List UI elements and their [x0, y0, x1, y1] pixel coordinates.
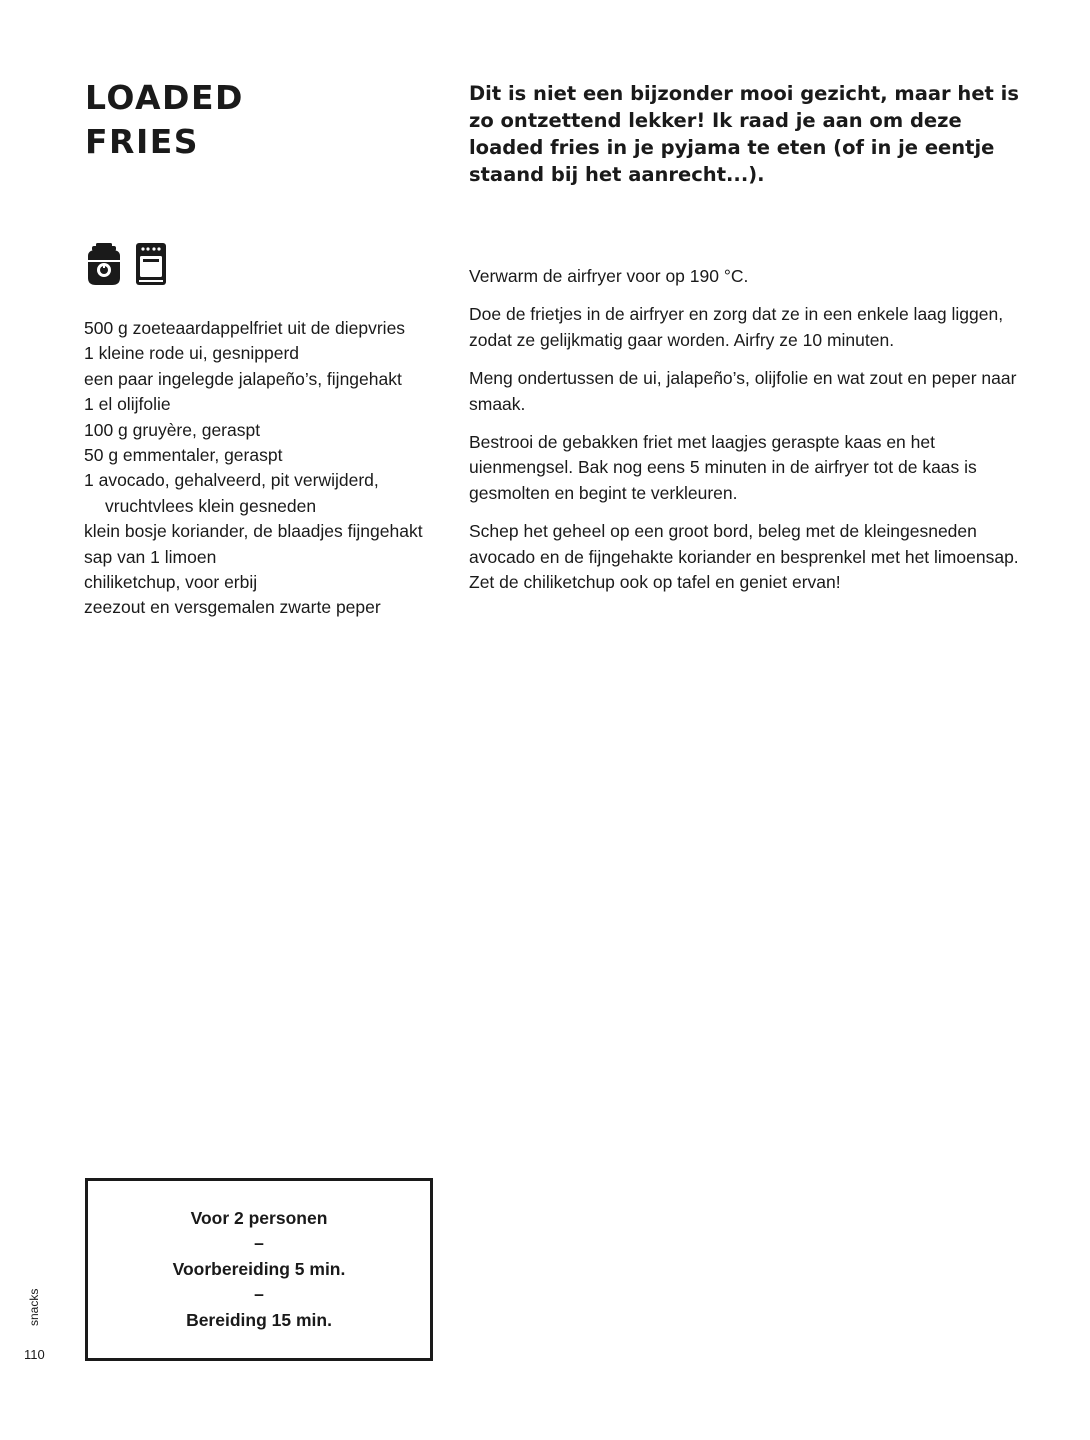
ingredient-item: 100 g gruyère, geraspt	[84, 419, 261, 440]
recipe-title	[85, 76, 244, 164]
ingredient-item: 50 g emmentaler, geraspt	[84, 445, 283, 466]
method-step: Verwarm de airfryer voor op 190 °C.	[469, 266, 749, 286]
recipe-intro: Dit is niet een bijzonder mooi gezicht, maar het is zo ontzettend lekker! Ik raad je aan om deze loaded fries in je pyjama te eten (of in je eentje staand bij het aanrecht...).	[469, 82, 1019, 186]
recipe-title-line-1: LOADED	[85, 78, 244, 117]
prep-time-text: Voorbereiding 5 min.	[172, 1258, 346, 1279]
method-steps	[469, 264, 1029, 608]
method-step: Bestrooi de gebakken friet met laagjes geraspte kaas en het uienmengsel. Bak nog eens 5 minuten in de airfryer tot de kaas is gesmolten en begint te verkleuren.	[469, 432, 977, 503]
section-label-text: snacks	[27, 1288, 41, 1326]
appliance-icons	[84, 242, 168, 286]
recipe-info-box	[85, 1178, 433, 1361]
method-step: Doe de frietjes in de airfryer en zorg dat ze in een enkele laag liggen, zodat ze gelijkmatig gaar worden. Airfry ze 10 minuten.	[469, 304, 1004, 350]
ingredient-item: zeezout en versgemalen zwarte peper	[84, 597, 381, 618]
ingredient-item: sap van 1 limoen	[84, 546, 217, 567]
method-step: Meng ondertussen de ui, jalapeño’s, olijfolie en wat zout en peper naar smaak.	[469, 368, 1017, 414]
airfryer-icon	[84, 242, 124, 286]
ingredient-item: 1 avocado, gehalveerd, pit verwijderd, vruchtvlees klein gesneden	[84, 470, 379, 516]
page-number: 110	[24, 1347, 45, 1362]
ingredient-item: chiliketchup, voor erbij	[84, 572, 258, 593]
oven-icon	[134, 242, 168, 286]
servings-text: Voor 2 personen	[190, 1207, 328, 1228]
ingredient-item: een paar ingelegde jalapeño’s, fijngehakt	[84, 368, 402, 389]
ingredient-item: 500 g zoeteaardappelfriet uit de diepvries	[84, 318, 406, 338]
method-step: Schep het geheel op een groot bord, beleg met de kleingesneden avocado en de fijngehakte koriander en besprenkel met het limoensap. Zet de chiliketchup ook op tafel en geniet ervan!	[469, 521, 1019, 593]
ingredient-item: 1 kleine rode ui, gesnipperd	[84, 343, 300, 364]
ingredient-list	[84, 316, 444, 621]
info-separator: –	[254, 1284, 264, 1305]
recipe-title-line-2: FRIES	[85, 122, 200, 161]
ingredient-item: 1 el olijfolie	[84, 394, 171, 415]
ingredient-item: klein bosje koriander, de blaadjes fijngehakt	[84, 521, 423, 542]
cook-time-text: Bereiding 15 min.	[186, 1309, 332, 1330]
info-separator: –	[254, 1233, 264, 1254]
